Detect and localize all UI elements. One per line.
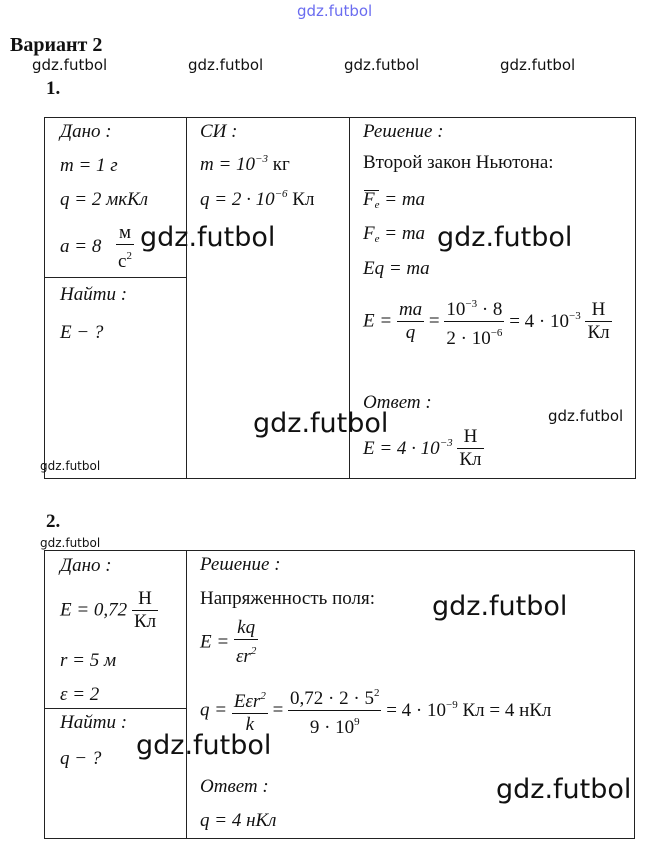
task1-eq-scalar: $F_e$ = ma [363, 223, 426, 245]
task1-eq-E: E = $\frac{ma}{q}$ = $\frac{10^{-3} \cdot 8}{2 \cdot 10^{-6}}$ = $4 \cdot 10^{-3}$ $\frac{Н}{Кл}$ [363, 293, 612, 350]
task2-find-header: Найти : [60, 712, 128, 733]
watermark: gdz.futbol [500, 56, 576, 74]
watermark: gdz.futbol [432, 591, 568, 622]
watermark: gdz.futbol [40, 536, 101, 550]
watermark: gdz.futbol [188, 56, 264, 74]
task2-divider [44, 708, 187, 709]
task2-answer: q = 4 нКл [200, 810, 277, 831]
task1-find: E − ? [60, 322, 104, 343]
task1-given-a: a = 8 [60, 236, 102, 257]
task2-given-eps: ε = 2 [60, 684, 100, 705]
task1-given-q: q = 2 мкКл [60, 189, 148, 210]
task2-formula-E: E = $\frac{kq}{\varepsilon r^2}$ [200, 617, 257, 667]
task1-si-m: $m = 10^{-3}$ кг [200, 153, 290, 175]
task1-si-header: СИ : [200, 121, 238, 142]
task2-given-E: E = 0,72 $\frac{Н}{Кл}$ [60, 588, 157, 632]
task1-solution-header: Решение : [363, 121, 444, 142]
task2-given-r: r = 5 м [60, 650, 117, 671]
watermark: gdz.futbol [437, 222, 573, 253]
task1-divider [44, 277, 187, 278]
task1-eq-vector: $F_e$ = ma [363, 189, 426, 211]
watermark: gdz.futbol [136, 730, 272, 761]
task1-number: 1. [46, 78, 61, 99]
watermark: gdz.futbol [496, 774, 632, 805]
watermark: gdz.futbol [344, 56, 420, 74]
task1-accel-unit: $\frac{м}{с^2}$ [118, 222, 132, 272]
task1-si-q: $q = 2 \cdot 10^{-6}$ Кл [200, 188, 315, 210]
watermark: gdz.futbol [40, 459, 101, 473]
task2-formula-q: q = $\frac{E\varepsilon r^2}{k}$ = $\frac{0,72 \cdot 2 \cdot 5^2}{9 \cdot 10^9}$ = $4 \cdot 10^{-9}$ Кл = 4 нКл [200, 682, 551, 739]
watermark: gdz.futbol [140, 222, 276, 253]
task2-find: q − ? [60, 748, 102, 769]
task2-solution-header: Решение : [200, 554, 281, 575]
watermark: gdz.futbol [253, 408, 389, 439]
task2-number: 2. [46, 511, 61, 532]
task2-divider [186, 550, 187, 838]
task1-answer-header: Ответ : [363, 392, 432, 413]
task1-eq-eq: Eq = ma [363, 258, 430, 279]
task1-find-header: Найти : [60, 284, 128, 305]
task1-given-m: m = 1 г [60, 155, 118, 176]
task2-given-header: Дано : [60, 555, 112, 576]
task1-divider [186, 117, 187, 478]
watermark: gdz.futbol [548, 407, 624, 425]
task1-law: Второй закон Ньютона: [363, 152, 554, 173]
task1-answer: $E = 4 \cdot 10^{-3}$ $\frac{Н}{Кл}$ [363, 426, 482, 470]
variant-title: Вариант 2 [10, 34, 103, 56]
task1-given-header: Дано : [60, 121, 112, 142]
watermark-top: gdz.futbol [297, 2, 373, 20]
task2-field-text: Напряженность поля: [200, 588, 375, 609]
task2-answer-header: Ответ : [200, 776, 269, 797]
watermark: gdz.futbol [32, 56, 108, 74]
